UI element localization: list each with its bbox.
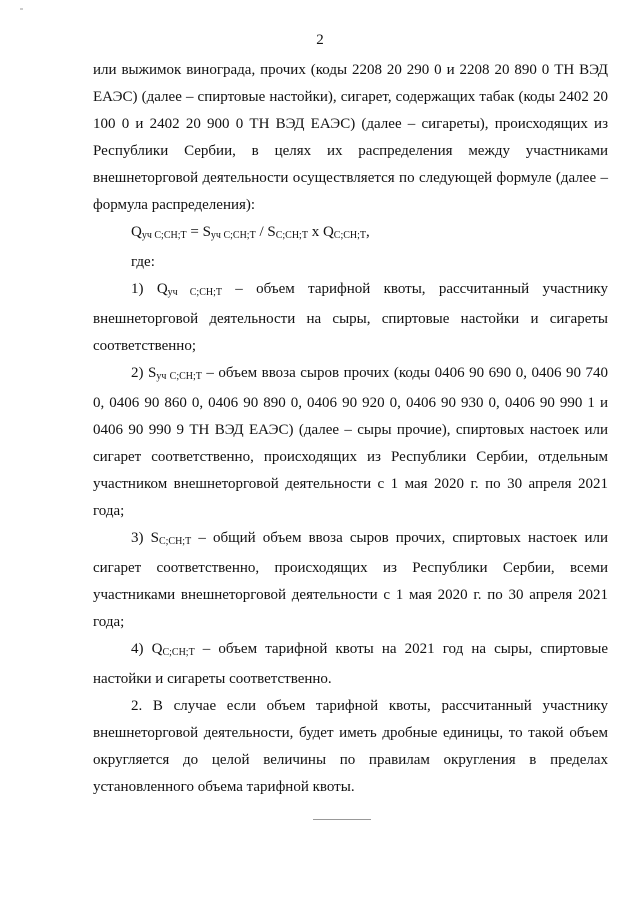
formula-q-total: Q	[322, 224, 334, 240]
document-body	[93, 57, 608, 801]
definition-item-3	[93, 525, 608, 636]
page-number: 2	[316, 32, 324, 48]
formula-end: ,	[366, 224, 370, 240]
formula-div: /	[255, 224, 268, 240]
formula-mul: x	[307, 224, 323, 240]
rounding-paragraph: 2. В случае если объем тарифной квоты, рассчитанный участнику внешнеторговой деятельности, будет иметь дробные единицы, то такой объем округляется до целой величины по правилам округления в пределах установленного объема тарифной квоты.	[93, 698, 608, 795]
item-3-symbol: S	[150, 530, 159, 546]
scan-speck	[20, 8, 23, 10]
formula-q-uch-sub: уч С;СН;Т	[141, 230, 187, 241]
formula-q-total-sub: С;СН;Т	[333, 230, 367, 241]
formula-s-total: S	[267, 224, 276, 240]
item-2-text: – объем ввоза сыров прочих (коды 0406 90 690 0, 0406 90 740 0, 0406 90 860 0, 0406 90 890 0, 0406 90 920 0, 0406 90 930 0, 0406 90 990 1 и 0406 90 990 9 ТН ВЭД ЕАЭС) (далее – сыры прочие), спиртовых настоек или сигарет соответственно, происходящих из Республики Сербии, отдельным участником внешнеторговой деятельности с 1 мая 2020 г. по 30 апреля 2021 года;	[93, 365, 608, 519]
where-label: где:	[131, 254, 155, 270]
formula-q-uch: Q	[131, 224, 142, 240]
formula-s-uch-sub: уч С;СН;Т	[210, 230, 256, 241]
intro-paragraph: или выжимок винограда, прочих (коды 2208 20 290 0 и 2208 20 890 0 ТН ВЭД ЕАЭС) (далее – спиртовые настойки), сигарет, содержащих табак (коды 2402 20 100 0 и 2402 20 900 0 ТН ВЭД ЕАЭС) (далее – сигареты), происходящих из Республики Сербии, в целях их распределения между участниками внешнеторговой деятельности осуществляется по следующей формуле (далее – формула распределения):	[93, 62, 608, 213]
item-2-number: 2)	[131, 365, 149, 381]
item-3-text: – общий объем ввоза сыров прочих, спиртовых настоек или сигарет соответственно, происходящих из Республики Сербии, всеми участниками внешнеторговой деятельности с 1 мая 2020 г. по 30 апреля 2021 года;	[93, 530, 608, 630]
item-4-text: – объем тарифной квоты на 2021 год на сыры, спиртовые настойки и сигареты соответственно.	[93, 641, 608, 687]
formula-s-total-sub: С;СН;Т	[275, 230, 308, 241]
item-1-symbol: Q	[156, 281, 168, 297]
item-4-number: 4)	[131, 641, 152, 657]
item-2-symbol: S	[148, 365, 157, 381]
definition-item-1	[93, 276, 608, 360]
item-3-number: 3)	[131, 530, 151, 546]
distribution-formula	[93, 219, 608, 249]
item-3-subscript: С;СН;Т	[158, 536, 192, 547]
item-4-subscript: С;СН;Т	[162, 647, 195, 658]
item-2-subscript: уч С;СН;Т	[156, 371, 202, 382]
definition-item-2	[93, 360, 608, 525]
formula-eq: =	[186, 224, 203, 240]
item-1-subscript: уч С;СН;Т	[167, 287, 222, 298]
definition-item-4	[93, 636, 608, 693]
formula-s-uch: S	[202, 224, 211, 240]
item-1-text: – объем тарифной квоты, рассчитанный участнику внешнеторговой деятельности на сыры, спиртовые настойки и сигареты соответственно;	[93, 281, 608, 354]
end-separator-line	[313, 819, 371, 820]
item-1-number: 1)	[131, 281, 157, 297]
item-4-symbol: Q	[151, 641, 163, 657]
